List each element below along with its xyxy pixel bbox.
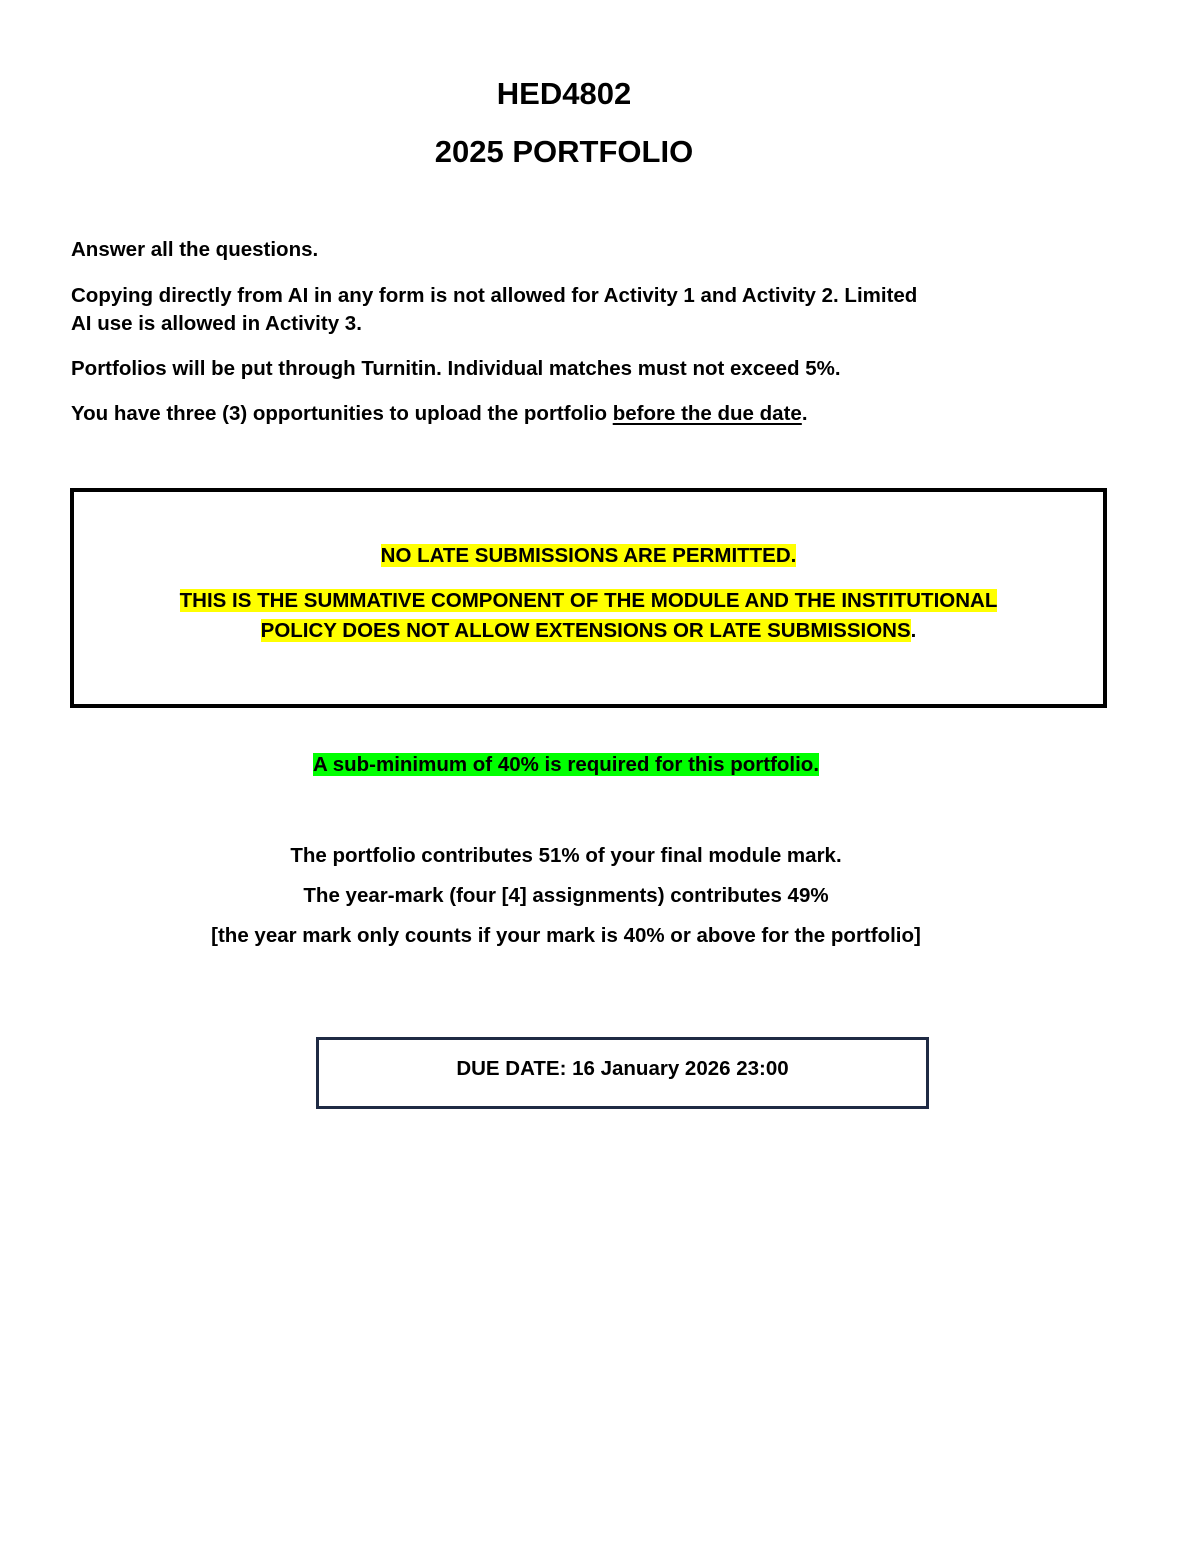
- weighting-portfolio: The portfolio contributes 51% of your final module mark.: [290, 844, 842, 867]
- notice-line-2: [74, 586, 1103, 615]
- notice-policy-highlight: POLICY DOES NOT ALLOW EXTENSIONS OR LATE SUBMISSIONS: [260, 619, 911, 642]
- late-submission-notice-box: [70, 488, 1107, 708]
- due-date-box: [316, 1037, 929, 1109]
- due-date-value: 16 January 2026 23:00: [572, 1057, 789, 1080]
- instruction-upload-opportunities: [71, 400, 1071, 428]
- weighting-year-mark: The year-mark (four [4] assignments) contributes 49%: [303, 884, 829, 907]
- notice-line-3: [74, 616, 1103, 645]
- instruction-ai-policy-line1: Copying directly from AI in any form is not allowed for Activity 1 and Activity 2. Limited: [71, 284, 918, 307]
- upload-text-prefix: You have three (3) opportunities to upload the portfolio: [71, 402, 613, 425]
- subminimum-highlight: A sub-minimum of 40% is required for this portfolio.: [312, 753, 820, 776]
- weighting-year-mark-condition: [the year mark only counts if your mark is 40% or above for the portfolio]: [211, 924, 921, 947]
- instruction-answer-all: Answer all the questions.: [71, 238, 319, 261]
- notice-no-late-highlight: NO LATE SUBMISSIONS ARE PERMITTED.: [380, 544, 797, 567]
- due-date-separator: :: [559, 1057, 573, 1080]
- subminimum-requirement: [0, 751, 1166, 779]
- instruction-ai-policy: [71, 282, 1071, 338]
- notice-summative-highlight: THIS IS THE SUMMATIVE COMPONENT OF THE MODULE AND THE INSTITUTIONAL: [179, 589, 998, 612]
- instruction-ai-policy-line2: AI use is allowed in Activity 3.: [71, 312, 362, 335]
- instruction-turnitin: Portfolios will be put through Turnitin. Individual matches must not exceed 5%.: [71, 357, 841, 380]
- notice-line-1: [74, 541, 1103, 570]
- notice-policy-period: .: [910, 619, 917, 642]
- upload-deadline-emphasis: before the due date: [612, 402, 802, 425]
- upload-text-suffix: .: [801, 402, 808, 425]
- due-date-label: DUE DATE: [456, 1057, 560, 1080]
- module-code: HED4802: [496, 76, 632, 111]
- due-date: [319, 1055, 926, 1083]
- page-title: 2025 PORTFOLIO: [434, 134, 694, 169]
